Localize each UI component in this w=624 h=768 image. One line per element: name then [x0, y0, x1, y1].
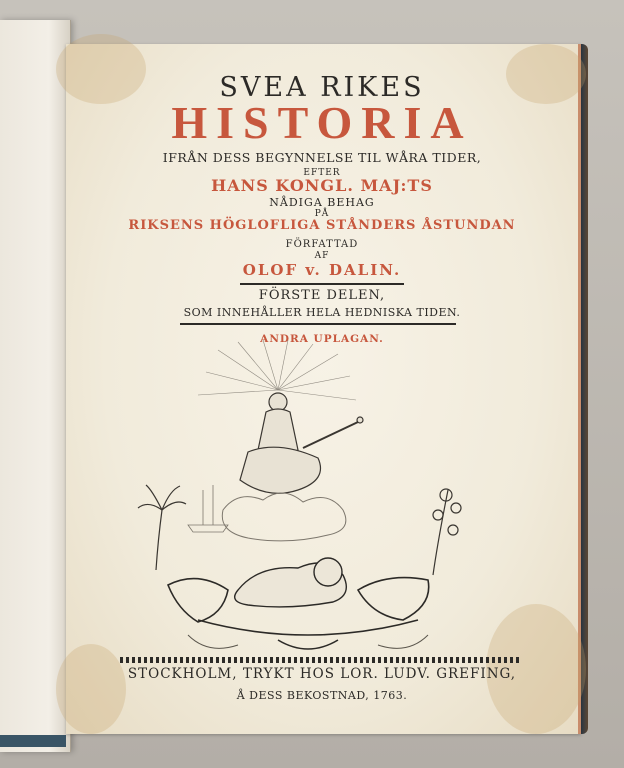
line-hans-kongl: HANS KONGL. MAJ:TS	[211, 176, 433, 195]
line-forfattad: FÖRFATTAD	[285, 239, 359, 250]
left-flyleaf	[0, 20, 71, 752]
title-page	[66, 44, 581, 734]
line-som-innehaller: SOM INNEHÅLLER HELA HEDNISKA TIDEN.	[183, 306, 461, 319]
title-historia: HISTORIA	[171, 97, 473, 148]
ornamental-border-rule	[120, 657, 522, 663]
edition-note: ANDRA UPLAGAN.	[260, 333, 384, 345]
line-forste-delen: FÖRSTE DELEN,	[258, 288, 386, 303]
allegorical-engraving	[128, 340, 508, 660]
title-svea-rikes: SVEA RIKES	[219, 72, 425, 103]
radiant-sun-rays	[198, 340, 356, 400]
cover-board-edge	[0, 735, 66, 747]
imprint-printer: STOCKHOLM, TRYKT HOS LOR. LUDV. GREFING,	[127, 666, 517, 682]
garland	[188, 635, 428, 648]
line-riksens-standers: RIKSENS HÖGLOFLIGA STÅNDERS ÅSTUNDAN	[128, 218, 516, 233]
oak-branch	[433, 489, 461, 575]
line-pa: PÅ	[314, 209, 330, 219]
line-nadiga-behag: NÅDIGA BEHAG	[269, 196, 375, 209]
sailing-ships	[188, 485, 228, 532]
line-af: AF	[314, 251, 330, 261]
divider-rule	[180, 323, 456, 325]
enthroned-figure	[240, 393, 363, 493]
reclining-lion	[235, 558, 347, 607]
subtitle-ifran: IFRÅN DESS BEGYNNELSE TIL WÅRA TIDER,	[162, 150, 482, 165]
imprint-date: Å DESS BEKOSTNAD, 1763.	[236, 689, 408, 702]
divider-rule	[240, 283, 404, 285]
clouds	[222, 493, 346, 541]
palm-tree	[138, 485, 186, 570]
author-name: OLOF v. DALIN.	[242, 261, 402, 279]
line-efter: EFTER	[303, 168, 341, 178]
